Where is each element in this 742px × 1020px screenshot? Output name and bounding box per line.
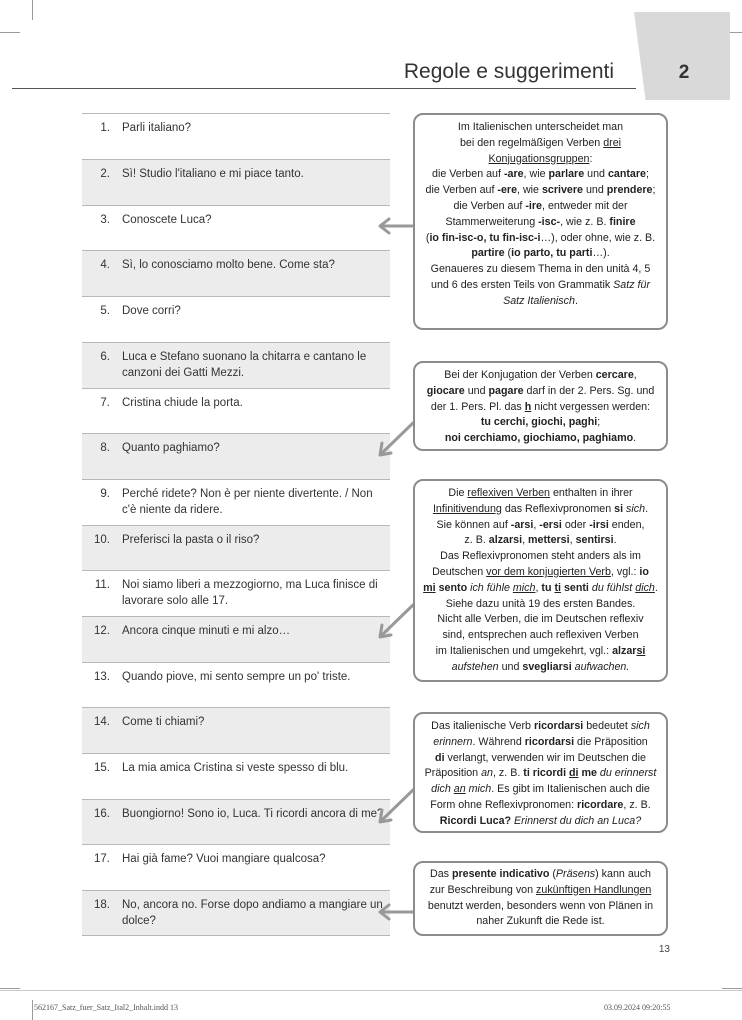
exercise-row	[82, 707, 390, 753]
page-title: Regole e suggerimenti	[403, 60, 614, 83]
exercise-row	[82, 799, 390, 844]
exercise-text: Luca e Stefano suonano la chitarra e cantano le canzoni dei Gatti Mezzi.	[122, 351, 367, 379]
exercise-row	[82, 616, 390, 662]
grammar-note: Das italienische Verb ricordarsi bedeutet sich erinnern. Während ricordarsi die Präposition di verlangt, verwenden wir im Deutschen die Präposition an, z. B. ti ricordi di me du erinnerst dich an mich. Es gibt im Italienischen auch die Form ohne Reflexivpronomen: ricordare, z. B. Ricordi Luca? Erinnerst du dich an Luca?	[413, 712, 668, 833]
exercise-row	[82, 296, 390, 342]
crop-mark	[722, 988, 742, 989]
exercise-text: Hai già fame? Vuoi mangiare qualcosa?	[122, 853, 326, 865]
exercise-number: 10.	[94, 534, 110, 546]
footer-file: 562167_Satz_fuer_Satz_Ital2_Inhalt.indd 13	[34, 1003, 178, 1012]
exercise-number: 2.	[100, 168, 110, 180]
page-number: 13	[658, 944, 670, 955]
exercise-number: 12.	[94, 625, 110, 637]
exercise-number: 3.	[100, 214, 110, 226]
crop-mark	[32, 1000, 33, 1020]
exercise-row	[82, 113, 390, 159]
exercise-text: Quando piove, mi sento sempre un po' triste.	[122, 671, 351, 683]
exercise-number: 5.	[100, 305, 110, 317]
exercise-number: 9.	[100, 488, 110, 500]
exercise-text: Dove corri?	[122, 305, 181, 317]
exercise-number: 1.	[100, 122, 110, 134]
exercise-row	[82, 388, 390, 433]
exercise-number: 6.	[100, 351, 110, 363]
exercise-row	[82, 250, 390, 296]
exercise-number: 18.	[94, 899, 110, 911]
footer-rule	[0, 990, 742, 991]
exercise-text: Noi siamo liberi a mezzogiorno, ma Luca finisce di lavorare solo alle 17.	[122, 579, 378, 607]
exercise-text: Perché ridete? Non è per niente divertente. / Non c'è niente da ridere.	[122, 488, 373, 516]
exercise-text: Conoscete Luca?	[122, 214, 212, 226]
exercise-row	[82, 570, 390, 616]
exercise-number: 7.	[100, 397, 110, 409]
exercise-number: 14.	[94, 716, 110, 728]
exercise-text: Parli italiano?	[122, 122, 192, 134]
exercise-number: 11.	[94, 579, 110, 591]
exercise-text: No, ancora no. Forse dopo andiamo a mangiare un dolce?	[122, 899, 383, 927]
grammar-note: Bei der Konjugation der Verben cercare, giocare und pagare darf in der 2. Pers. Sg. und der 1. Pers. Pl. das h nicht vergessen werden: tu cerchi, giochi, paghi; noi cerchiamo, giochiamo, paghiamo.	[413, 361, 668, 451]
grammar-note: Das presente indicativo (Präsens) kann auch zur Beschreibung von zukünftigen Handlungen benutzt werden, besonders wenn von Plänen in naher Zukunft die Rede ist.	[413, 861, 668, 936]
exercise-row	[82, 205, 390, 250]
exercise-number: 16.	[94, 808, 110, 820]
title-rule	[12, 88, 636, 89]
exercise-row	[82, 525, 390, 570]
exercise-row	[82, 479, 390, 525]
grammar-note: Im Italienischen unterscheidet man bei den regelmäßigen Verben drei Konjugationsgruppen: die Verben auf -are, wie parlare und cantare; die Verben auf -ere, wie scrivere und prendere; die Verben auf -ire, entweder mit der Stammerweiterung -isc-, wie z. B. finire (io fin-isc-o, tu fin-isc-i…), oder ohne, wie z. B. partire (io parto, tu parti…). Genaueres zu diesem Thema in den unità 4, 5 und 6 des ersten Teils von Grammatik Satz für Satz Italienisch.	[413, 113, 668, 330]
exercise-row	[82, 753, 390, 799]
crop-mark	[0, 988, 20, 989]
exercise-number: 17.	[94, 853, 110, 865]
crop-mark	[0, 32, 20, 33]
exercise-row	[82, 890, 390, 936]
chapter-number: 2	[678, 62, 690, 83]
crop-mark	[32, 0, 33, 20]
exercise-number: 4.	[100, 259, 110, 271]
exercise-text: Quanto paghiamo?	[122, 442, 220, 454]
exercise-row	[82, 159, 390, 205]
exercise-text: Come ti chiami?	[122, 716, 205, 728]
exercise-row	[82, 662, 390, 707]
footer-date: 03.09.2024 09:20:55	[604, 1003, 671, 1012]
exercise-row	[82, 342, 390, 388]
exercise-text: Buongiorno! Sono io, Luca. Ti ricordi ancora di me?	[122, 808, 384, 820]
exercise-text: Sì, lo conosciamo molto bene. Come sta?	[122, 259, 335, 271]
exercise-row	[82, 844, 390, 890]
exercise-text: Sì! Studio l'italiano e mi piace tanto.	[122, 168, 304, 180]
exercise-text: Ancora cinque minuti e mi alzo…	[122, 625, 291, 637]
exercise-text: La mia amica Cristina si veste spesso di blu.	[122, 762, 349, 774]
exercise-row	[82, 433, 390, 479]
grammar-note: Die reflexiven Verben enthalten in ihrer Infinitivendung das Reflexivpronomen si sich. Sie können auf -arsi, -ersi oder -irsi enden, z. B. alzarsi, mettersi, sentirsi. Das Reflexivpronomen steht anders als im Deutschen vor dem konjugierten Verb, vgl.: io mi sento ich fühle mich, tu ti senti du fühlst dich. Siehe dazu unità 19 des ersten Bandes. Nicht alle Verben, die im Deutschen reflexiv sind, entsprechen auch reflexiven Verben im Italienischen und umgekehrt, vgl.: alzarsi aufstehen und svegliarsi aufwachen.	[413, 479, 668, 682]
exercise-number: 15.	[94, 762, 110, 774]
exercise-number: 8.	[100, 442, 110, 454]
exercise-text: Preferisci la pasta o il riso?	[122, 534, 260, 546]
exercise-number: 13.	[94, 671, 110, 683]
chapter-tab	[634, 12, 730, 100]
exercise-text: Cristina chiude la porta.	[122, 397, 243, 409]
